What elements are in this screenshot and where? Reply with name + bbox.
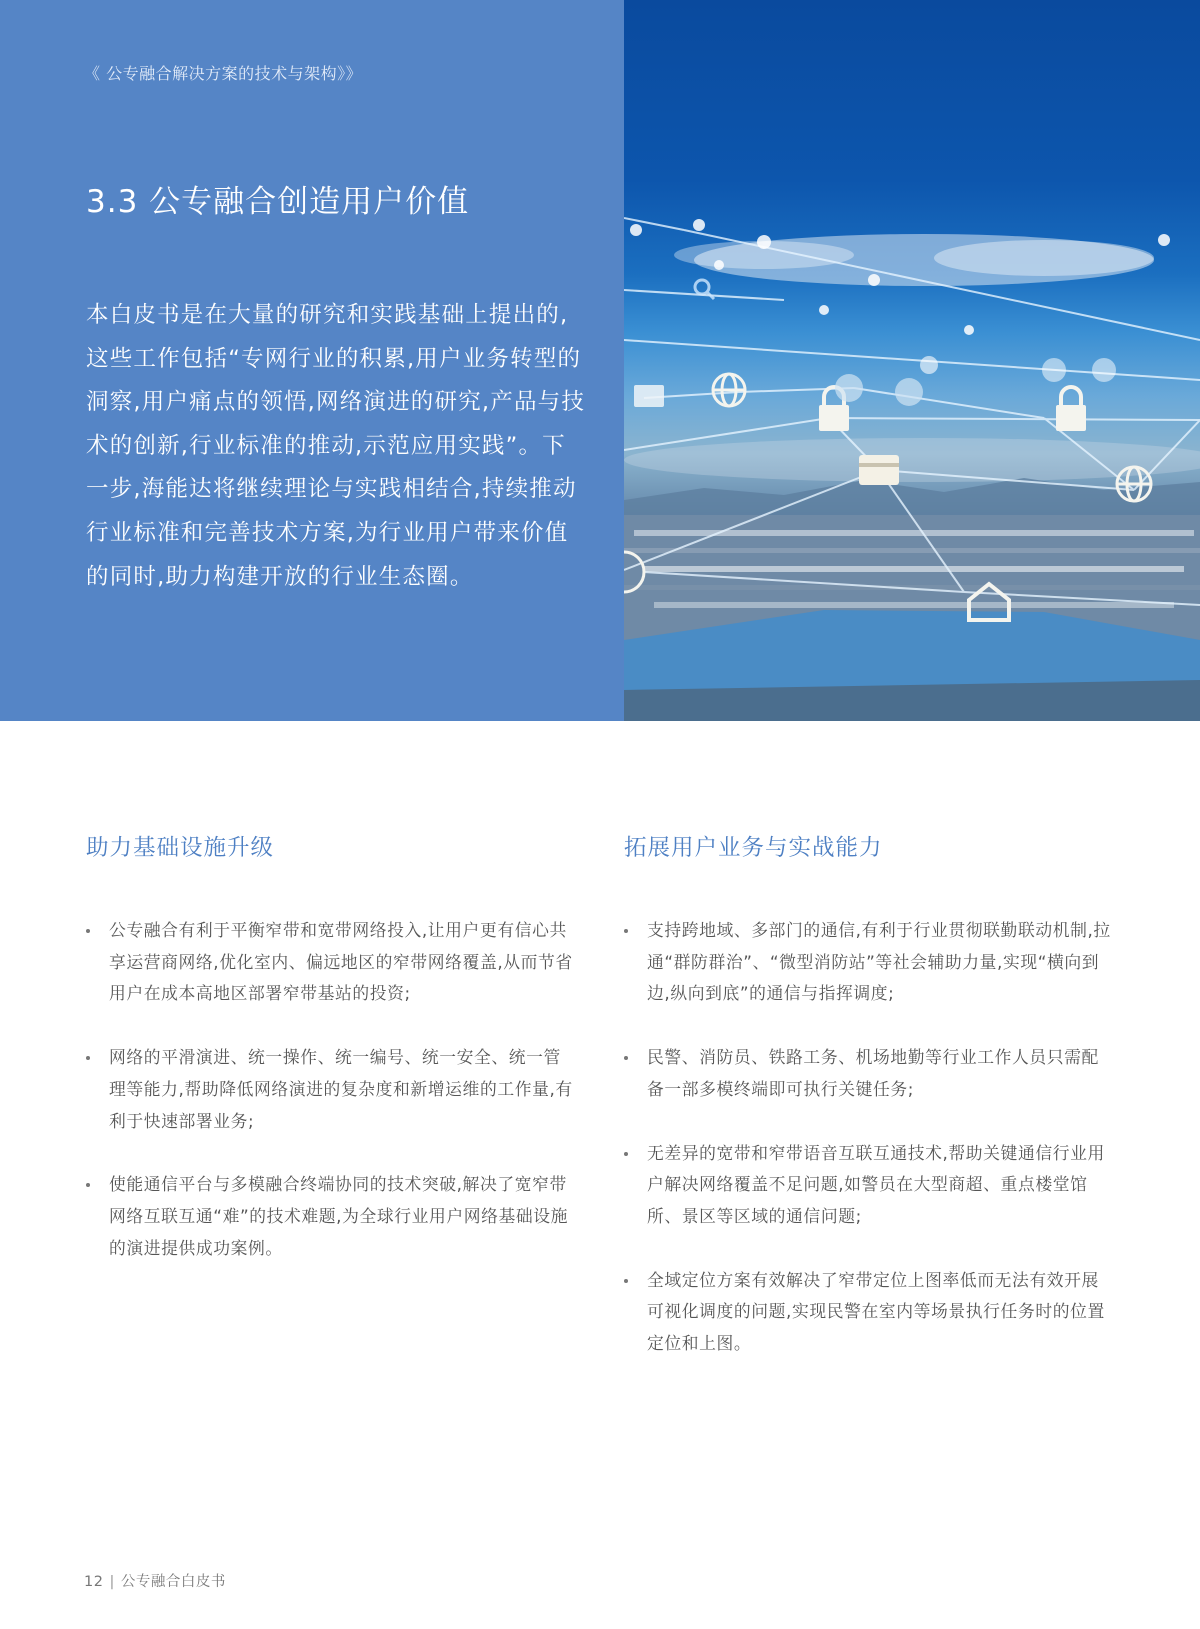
page-number: 12: [84, 1574, 104, 1590]
list-item-text: 支持跨地域、多部门的通信,有利于行业贯彻联勤联动机制,拉通“群防群治”、“微型消防站”等社会辅助力量,实现“横向到边,纵向到底”的通信与指挥调度;: [647, 920, 1111, 1004]
intro-paragraph: 本白皮书是在大量的研究和实践基础上提出的, 这些工作包括“专网行业的积累,用户业务转型的洞察,用户痛点的领悟,网络演进的研究,产品与技术的创新,行业标准的推动,示范应用实践”。下一步,海能达将继续理论与实践相结合,持续推动行业标准和完善技术方案,为行业用户带来价值的同时,助力构建开放的行业生态圈。: [86, 302, 586, 590]
page-title: 3.3 公专融合创造用户价值: [86, 184, 470, 220]
list-item-text: 使能通信平台与多模融合终端协同的技术突破,解决了宽窄带网络互联互通“难”的技术难题,为全球行业用户网络基础设施的演进提供成功案例。: [109, 1174, 569, 1258]
intro-panel: [0, 0, 624, 721]
list-item-text: 公专融合有利于平衡窄带和宽带网络投入,让用户更有信心共享运营商网络,优化室内、偏远地区的窄带网络覆盖,从而节省用户在成本高地区部署窄带基站的投资;: [109, 920, 573, 1004]
mail-icon: [634, 385, 664, 407]
list-item: [624, 1042, 1114, 1105]
bullet-icon: [624, 929, 628, 933]
infrastructure-list: [86, 915, 576, 1264]
hero-section: [0, 0, 1200, 721]
list-item-text: 全域定位方案有效解决了窄带定位上图率低而无法有效开展可视化调度的问题,实现民警在室内等场景执行任务时的位置定位和上图。: [647, 1269, 1105, 1354]
list-item: [624, 1138, 1114, 1233]
hero-image: [624, 0, 1200, 721]
breadcrumb: 《 公专融合解决方案的技术与架构》》: [84, 64, 363, 83]
infrastructure-heading: 助力基础设施升级: [86, 835, 275, 861]
bullet-icon: [86, 929, 90, 933]
footer-separator: |: [109, 1574, 115, 1590]
bullet-icon: [624, 1152, 628, 1156]
person-icon: [835, 374, 863, 402]
capability-list: [624, 915, 1114, 1360]
infrastructure-column: [86, 830, 576, 1296]
bullet-icon: [86, 1183, 90, 1187]
search-icon: [695, 280, 714, 299]
list-item-text: 民警、消防员、铁路工务、机场地勤等行业工作人员只需配备一部多模终端即可执行关键任务;: [647, 1047, 1099, 1099]
capability-column: [624, 830, 1114, 1392]
bullet-icon: [624, 1279, 628, 1283]
list-item: [86, 1169, 576, 1264]
list-item: [624, 1265, 1114, 1360]
page-footer: [84, 1570, 226, 1591]
list-item: [86, 915, 576, 1010]
card-icon: [859, 455, 899, 485]
bullet-icon: [624, 1056, 628, 1060]
bullet-icon: [86, 1056, 90, 1060]
list-item: [624, 915, 1114, 1010]
footer-doc-title: 公专融合白皮书: [120, 1574, 226, 1590]
list-item-text: 无差异的宽带和窄带语音互联互通技术,帮助关键通信行业用户解决网络覆盖不足问题,如警员在大型商超、重点楼堂馆所、景区等区域的通信问题;: [647, 1142, 1105, 1226]
capability-heading: 拓展用户业务与实战能力: [624, 835, 883, 861]
list-item: [86, 1042, 576, 1137]
list-item-text: 网络的平滑演进、统一操作、统一编号、统一安全、统一管理等能力,帮助降低网络演进的复杂度和新增运维的工作量,有利于快速部署业务;: [109, 1047, 573, 1131]
